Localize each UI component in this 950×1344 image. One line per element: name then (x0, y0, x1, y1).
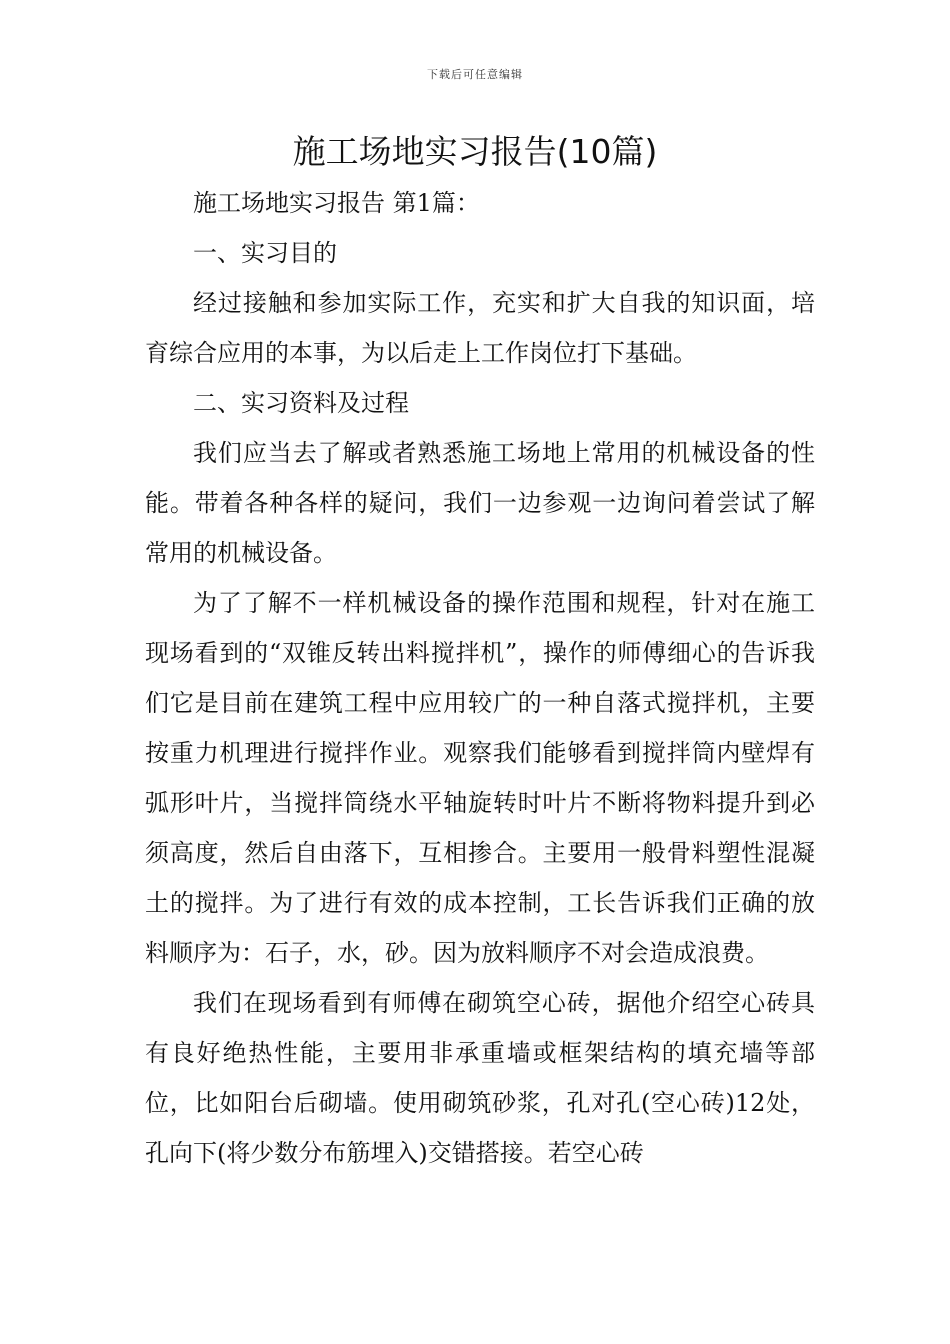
paragraph-section-heading: 施工场地实习报告 第1篇： (193, 189, 480, 217)
paragraph-equipment: 我们应当去了解或者熟悉施工场地上常用的机械设备的性能。带着各种各样的疑问，我们一边参观一边询问着尝试了解常用的机械设备。 (145, 439, 815, 567)
paragraph-hollow-brick: 我们在现场看到有师傅在砌筑空心砖，据他介绍空心砖具有良好绝热性能，主要用非承重墙或框架结构的填充墙等部位，比如阳台后砌墙。使用砌筑砂浆，孔对孔(空心砖)12处，孔向下(将少数分布筋埋入)交错搭接。若空心砖 (145, 989, 815, 1167)
document-title: 施工场地实习报告(10篇) (292, 132, 658, 171)
header-note: 下载后可任意编辑 (427, 68, 523, 81)
paragraph-heading-purpose: 一、实习目的 (193, 239, 337, 267)
paragraph-mixer: 为了了解不一样机械设备的操作范围和规程，针对在施工现场看到的“双锥反转出料搅拌机”，操作的师傅细心的告诉我们它是目前在建筑工程中应用较广的一种自落式搅拌机，主要按重力机理进行搅拌作业。观察我们能够看到搅拌筒内壁焊有弧形叶片，当搅拌筒绕水平轴旋转时叶片不断将物料提升到必须高度，然后自由落下，互相掺合。主要用一般骨料塑性混凝土的搅拌。为了进行有效的成本控制，工长告诉我们正确的放料顺序为：石子，水，砂。因为放料顺序不对会造成浪费。 (145, 589, 815, 967)
document-body (145, 178, 815, 1178)
paragraph-heading-process: 二、实习资料及过程 (193, 389, 409, 417)
paragraph-purpose: 经过接触和参加实际工作，充实和扩大自我的知识面，培育综合应用的本事，为以后走上工作岗位打下基础。 (145, 289, 815, 367)
